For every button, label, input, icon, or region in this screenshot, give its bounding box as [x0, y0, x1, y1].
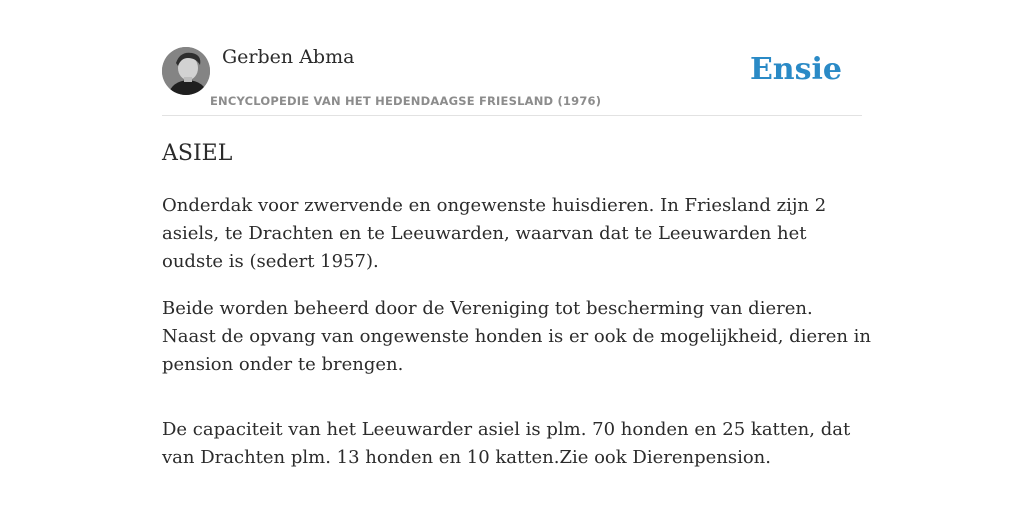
article-paragraph: Onderdak voor zwervende en ongewenste huisdieren. In Friesland zijn 2 asiels, te Drachten en te Leeuwarden, waarvan dat te Leeuwarden het oudste is (sedert 1957). [162, 195, 827, 272]
source-label[interactable]: ENCYCLOPEDIE VAN HET HEDENDAAGSE FRIESLAND (1976) [210, 94, 602, 108]
author-name[interactable]: Gerben Abma [222, 46, 355, 68]
article-title: ASIEL [162, 141, 233, 166]
article-paragraph: Beide worden beheerd door de Vereniging tot bescherming van dieren. Naast de opvang van ongewenste honden is er ook de mogelijkheid, dieren in pension onder te brengen. [162, 298, 872, 375]
article-body [162, 192, 872, 491]
avatar[interactable] [162, 47, 210, 95]
header-divider [162, 115, 862, 116]
brand-logo[interactable]: Ensie [749, 52, 842, 87]
author-portrait-icon [162, 47, 210, 95]
article-paragraph: De capaciteit van het Leeuwarder asiel is plm. 70 honden en 25 katten, dat van Drachten plm. 13 honden en 10 katten.Zie ook Dierenpension. [162, 419, 851, 468]
